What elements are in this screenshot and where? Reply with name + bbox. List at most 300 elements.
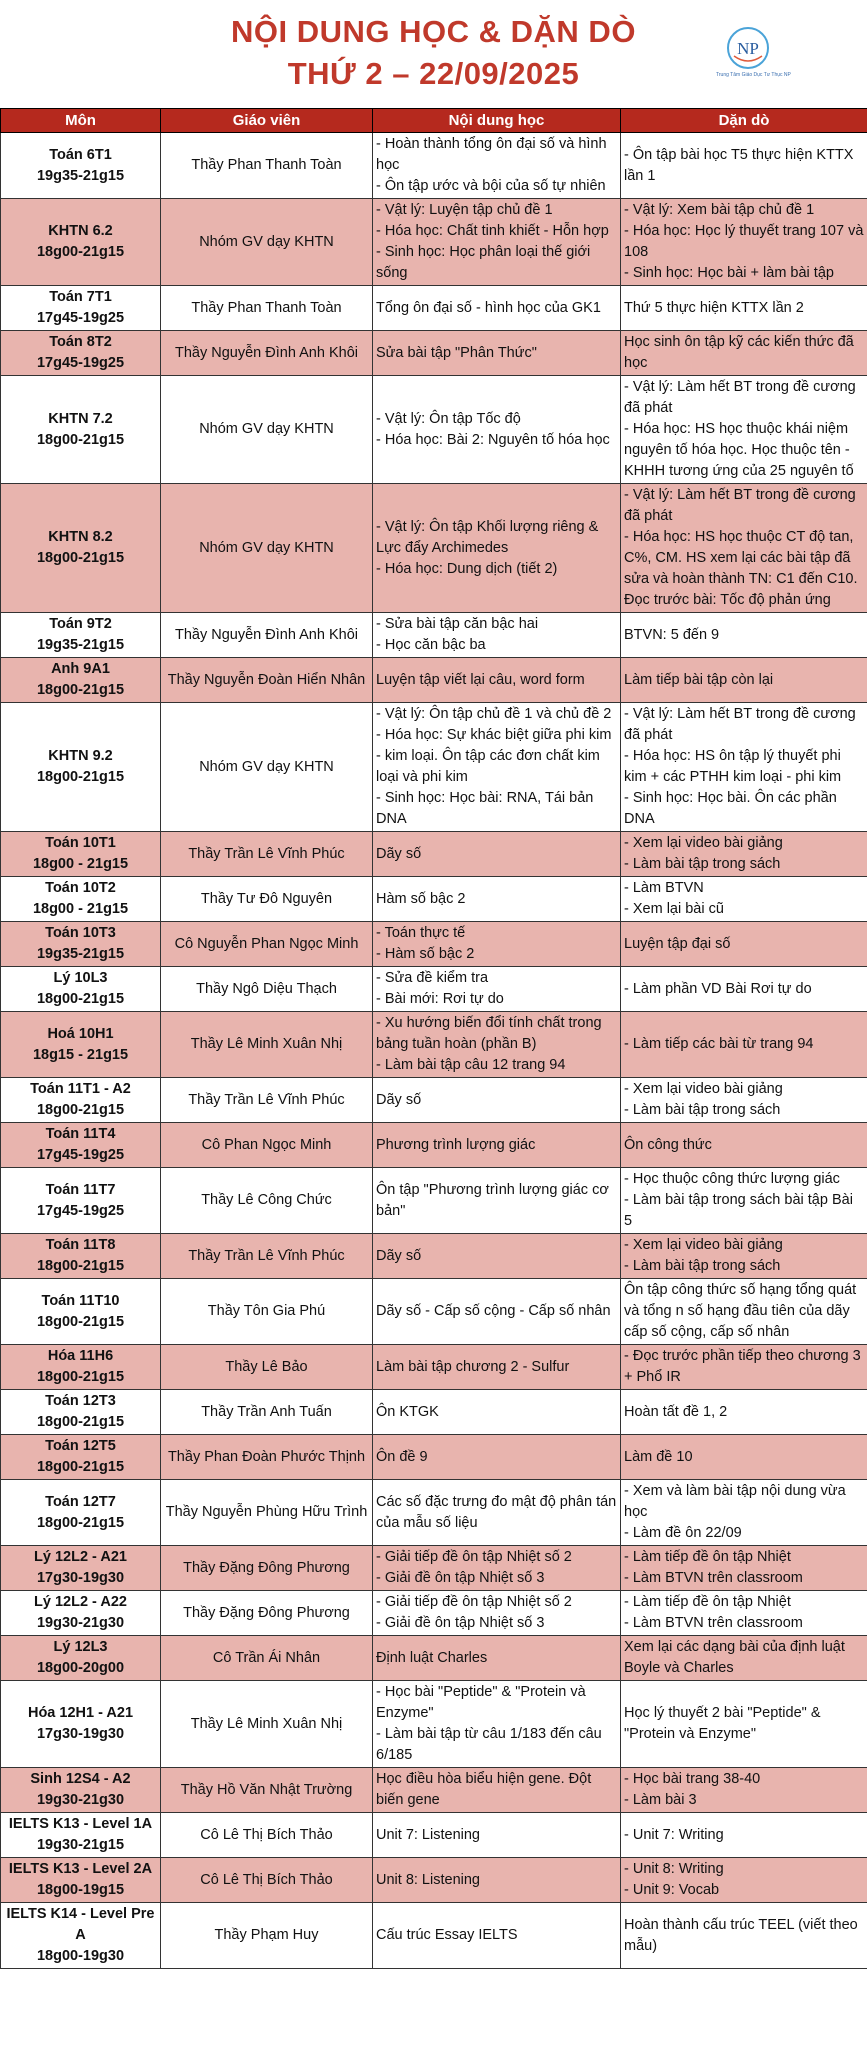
table-row [1, 1012, 867, 1078]
subject-cell-line: Toán 12T3 [45, 1393, 116, 1409]
homework-cell-line: Hoàn thành cấu trúc TEEL (viết theo mẫu) [624, 1916, 858, 1954]
content-cell-line: Định luật Charles [376, 1649, 488, 1666]
subject-cell-line: Toán 11T7 [45, 1181, 116, 1198]
subject-cell-line: 18g15 - 21g15 [32, 1046, 129, 1063]
content-cell [373, 1435, 621, 1480]
homework-cell [621, 1903, 867, 1969]
content-cell-line: - Hóa học: Bài 2: Nguyên tố hóa học [376, 431, 610, 448]
subject-cell-line: IELTS K13 - Level 2A [8, 1861, 153, 1877]
table-body [1, 133, 867, 1969]
homework-cell-line: Ôn công thức [624, 1136, 712, 1153]
homework-cell-line: - Học bài trang 38-40 [624, 1771, 761, 1787]
homework-cell-line: Hoàn tất đề 1, 2 [624, 1403, 728, 1420]
table-row [1, 484, 867, 613]
content-cell-line: Phương trình lượng giác [376, 1136, 536, 1153]
homework-cell [621, 703, 867, 832]
subject-cell [1, 199, 161, 286]
content-cell [373, 1681, 621, 1768]
content-cell-line: - Hóa học: Chất tinh khiết - Hỗn hợp [376, 223, 609, 239]
homework-cell-line: Luyện tập đại số [624, 935, 731, 952]
content-cell [373, 1012, 621, 1078]
content-cell-line: Unit 8: Listening [376, 1871, 480, 1888]
subject-cell-line: KHTN 6.2 [48, 223, 113, 239]
table-row [1, 286, 867, 331]
content-cell [373, 1768, 621, 1813]
homework-cell [621, 199, 867, 286]
teacher-cell: Thầy Phạm Huy [161, 1903, 373, 1969]
content-cell [373, 1480, 621, 1546]
teacher-cell: Thầy Nguyễn Đình Anh Khôi [161, 613, 373, 658]
homework-cell-line: - Làm BTVN [624, 880, 704, 896]
homework-cell-line: - Unit 9: Vocab [624, 1882, 720, 1898]
homework-cell-line: - Vật lý: Làm hết BT trong đề cương đã phát [624, 706, 856, 743]
table-row [1, 1903, 867, 1969]
homework-cell [621, 1390, 867, 1435]
content-cell-line: - Học căn bậc ba [376, 637, 486, 653]
subject-cell [1, 1591, 161, 1636]
content-cell [373, 1123, 621, 1168]
homework-cell-line: - Sinh học: Học bài. Ôn các phần DNA [624, 790, 837, 827]
table-row [1, 199, 867, 286]
homework-cell [621, 1012, 867, 1078]
content-cell [373, 1858, 621, 1903]
content-cell-line: - Học bài "Peptide" & "Protein và Enzyme" [376, 1684, 586, 1721]
column-header-mon: Môn [1, 109, 161, 133]
content-cell [373, 703, 621, 832]
subject-cell-line: 18g00 - 21g15 [32, 856, 129, 872]
teacher-cell: Cô Phan Ngọc Minh [161, 1123, 373, 1168]
homework-cell-line: - Làm tiếp đề ôn tập Nhiệt [624, 1594, 791, 1610]
subject-cell-line: 18g00-19g30 [36, 1948, 125, 1964]
subject-cell-line: Hóa 12H1 - A21 [27, 1705, 134, 1721]
homework-cell [621, 286, 867, 331]
subject-cell [1, 1768, 161, 1813]
table-row [1, 1390, 867, 1435]
subject-cell-line: Sinh 12S4 - A2 [30, 1771, 131, 1787]
subject-cell [1, 922, 161, 967]
subject-cell-line: 19g35-21g15 [36, 637, 125, 653]
content-cell [373, 832, 621, 877]
homework-cell-line: - Xem lại bài cũ [624, 901, 724, 917]
table-row [1, 1345, 867, 1390]
subject-cell-line: 18g00-21g15 [36, 1102, 125, 1118]
teacher-cell: Nhóm GV dạy KHTN [161, 703, 373, 832]
teacher-cell: Thầy Lê Minh Xuân Nhị [161, 1012, 373, 1078]
content-cell-line: - Làm bài tập câu 12 trang 94 [376, 1057, 566, 1073]
homework-cell-line: Thứ 5 thực hiện KTTX lần 2 [624, 299, 804, 316]
homework-cell [621, 1636, 867, 1681]
teacher-cell: Thầy Nguyễn Phùng Hữu Trình [161, 1480, 373, 1546]
subject-cell-line: Anh 9A1 [51, 661, 110, 677]
table-row [1, 1234, 867, 1279]
homework-cell-line: - Hóa học: Học lý thuyết trang 107 và 108 [624, 223, 864, 260]
content-cell-line: - Toán thực tế [376, 925, 466, 941]
subject-cell-line: Lý 12L3 [53, 1639, 108, 1655]
table-row [1, 1591, 867, 1636]
content-cell-line: Unit 7: Listening [376, 1826, 480, 1843]
subject-cell-line: Lý 12L2 - A22 [34, 1594, 127, 1610]
table-header-row [1, 109, 867, 133]
content-cell-line: - Bài mới: Rơi tự do [376, 991, 504, 1007]
teacher-cell: Thầy Phan Đoàn Phước Thịnh [161, 1435, 373, 1480]
homework-cell-line: - Xem lại video bài giảng [624, 835, 783, 851]
content-cell-line: - Làm bài tập từ câu 1/183 đến câu 6/185 [376, 1726, 602, 1763]
subject-cell [1, 1390, 161, 1435]
table-row [1, 967, 867, 1012]
homework-cell-line: - Làm BTVN trên classroom [624, 1615, 803, 1631]
subject-cell-line: 17g45-19g25 [36, 1147, 125, 1163]
subject-cell [1, 832, 161, 877]
table-row [1, 331, 867, 376]
logo-tagline: Trung Tâm Giáo Dục Tư Thục NP [716, 72, 791, 78]
subject-cell-line: 17g30-19g30 [36, 1726, 125, 1742]
teacher-cell: Cô Lê Thị Bích Thảo [161, 1813, 373, 1858]
subject-cell [1, 286, 161, 331]
homework-cell [621, 613, 867, 658]
content-cell [373, 1636, 621, 1681]
subject-cell-line: Toán 11T8 [45, 1237, 116, 1253]
content-cell-line: - Hóa học: Sự khác biệt giữa phi kim - kim loại. Ôn tập các đơn chất kim loại và phi kim [376, 727, 612, 785]
subject-cell-line: Toán 10T3 [45, 925, 116, 941]
subject-cell-line: 17g30-19g30 [36, 1570, 125, 1586]
subject-cell-line: 18g00-21g15 [36, 1258, 125, 1274]
content-cell [373, 1903, 621, 1969]
teacher-cell: Thầy Tôn Gia Phú [161, 1279, 373, 1345]
table-row [1, 1768, 867, 1813]
subject-cell-line: 18g00-21g15 [36, 991, 125, 1007]
teacher-cell: Thầy Trần Lê Vĩnh Phúc [161, 1078, 373, 1123]
table-row [1, 1168, 867, 1234]
content-cell [373, 922, 621, 967]
table-row [1, 703, 867, 832]
subject-cell-line: 18g00 - 21g15 [32, 901, 129, 917]
table-row [1, 1435, 867, 1480]
subject-cell [1, 703, 161, 832]
teacher-cell: Nhóm GV dạy KHTN [161, 199, 373, 286]
content-cell-line: - Hoàn thành tổng ôn đại số và hình học [376, 136, 607, 173]
subject-cell-line: 18g00-20g00 [36, 1660, 125, 1676]
content-cell [373, 133, 621, 199]
homework-cell-line: - Hóa học: HS ôn tập lý thuyết phi kim + các PTHH kim loại - phi kim [624, 748, 842, 785]
subject-cell-line: KHTN 9.2 [48, 748, 113, 764]
content-cell-line: Ôn tập "Phương trình lượng giác cơ bản" [376, 1181, 609, 1219]
subject-cell-line: 18g00-21g15 [36, 1369, 125, 1385]
homework-cell [621, 133, 867, 199]
content-cell-line: - Hàm số bậc 2 [376, 946, 475, 962]
table-row [1, 376, 867, 484]
subject-cell [1, 376, 161, 484]
content-cell [373, 967, 621, 1012]
content-cell [373, 1591, 621, 1636]
content-cell [373, 1168, 621, 1234]
column-header-dan-do: Dặn dò [621, 109, 867, 133]
homework-cell-line: - Vật lý: Xem bài tập chủ đề 1 [624, 202, 815, 218]
table-row [1, 1858, 867, 1903]
subject-cell [1, 1345, 161, 1390]
content-cell-line: Cấu trúc Essay IELTS [376, 1927, 518, 1943]
subject-cell-line: 18g00-21g15 [36, 1313, 125, 1330]
content-cell [373, 199, 621, 286]
subject-cell-line: Toán 12T7 [45, 1493, 116, 1510]
subject-cell-line: Toán 10T2 [45, 880, 116, 896]
subject-cell-line: 18g00-21g15 [36, 682, 125, 698]
content-cell-line: Học điều hòa biểu hiện gene. Đột biến gene [376, 1771, 592, 1808]
homework-cell [621, 832, 867, 877]
subject-cell-line: 19g30-21g30 [36, 1792, 125, 1808]
homework-cell-line: Làm tiếp bài tập còn lại [624, 671, 774, 688]
table-row [1, 613, 867, 658]
subject-cell-line: KHTN 8.2 [48, 529, 113, 545]
subject-cell [1, 1546, 161, 1591]
subject-cell-line: 18g00-21g15 [36, 550, 125, 566]
homework-cell [621, 877, 867, 922]
teacher-cell: Nhóm GV dạy KHTN [161, 484, 373, 613]
content-cell [373, 1345, 621, 1390]
content-cell-line: - Giải tiếp đề ôn tập Nhiệt số 2 [376, 1594, 572, 1610]
table-row [1, 1078, 867, 1123]
subject-cell-line: 19g30-21g30 [36, 1615, 125, 1631]
subject-cell-line: Hoá 10H1 [47, 1025, 114, 1042]
subject-cell-line: 18g00-21g15 [36, 431, 125, 448]
content-cell-line: - Sinh học: Học phân loại thế giới sống [376, 244, 591, 281]
subject-cell [1, 1435, 161, 1480]
subject-cell [1, 1681, 161, 1768]
homework-cell-line: - Unit 7: Writing [624, 1826, 724, 1843]
homework-cell-line: - Làm BTVN trên classroom [624, 1570, 803, 1586]
homework-cell [621, 484, 867, 613]
teacher-cell: Cô Nguyễn Phan Ngọc Minh [161, 922, 373, 967]
homework-cell [621, 1546, 867, 1591]
subject-cell-line: 18g00-21g15 [36, 1514, 125, 1531]
content-cell-line: - Vật lý: Ôn tập Tốc độ [376, 410, 521, 427]
content-cell [373, 1279, 621, 1345]
content-cell-line: - Xu hướng biến đổi tính chất trong bảng tuần hoàn (phần B) [376, 1015, 602, 1052]
subject-cell-line: 17g45-19g25 [36, 1202, 125, 1219]
content-cell-line: Dãy số [376, 1247, 422, 1264]
subject-cell-line: Toán 12T5 [45, 1438, 116, 1454]
content-cell-line: - Giải tiếp đề ôn tập Nhiệt số 2 [376, 1549, 572, 1565]
homework-cell [621, 376, 867, 484]
homework-cell-line: - Học thuộc công thức lượng giác [624, 1171, 840, 1187]
subject-cell [1, 1903, 161, 1969]
homework-cell-line: - Xem lại video bài giảng [624, 1081, 783, 1097]
subject-cell-line: Toán 8T2 [49, 334, 112, 350]
content-cell-line: - Vật lý: Ôn tập Khối lượng riêng & Lực đẩy Archimedes [376, 518, 599, 556]
homework-cell-line: - Hóa học: HS học thuộc khái niệm nguyên tố hóa học. Học thuộc tên - KHHH tương ứng của 25 nguyên tố [624, 421, 854, 479]
subject-cell-line: Toán 11T10 [41, 1292, 120, 1309]
column-header-giao-vien: Giáo viên [161, 109, 373, 133]
content-cell-line: - Sửa đề kiểm tra [376, 970, 489, 986]
np-logo-icon [726, 26, 770, 70]
table-row [1, 1279, 867, 1345]
teacher-cell: Thầy Ngô Diệu Thạch [161, 967, 373, 1012]
content-cell-line: Dãy số - Cấp số cộng - Cấp số nhân [376, 1303, 611, 1319]
homework-cell-line: - Đọc trước phần tiếp theo chương 3 + Phổ IR [624, 1348, 861, 1385]
homework-cell-line: BTVN: 5 đến 9 [624, 626, 720, 643]
homework-cell-line: - Ôn tập bài học T5 thực hiện KTTX lần 1 [624, 146, 854, 184]
teacher-cell: Thầy Đặng Đông Phương [161, 1591, 373, 1636]
table-row [1, 1480, 867, 1546]
homework-cell-line: - Vật lý: Làm hết BT trong đề cương đã phát [624, 487, 856, 524]
table-row [1, 1123, 867, 1168]
homework-cell [621, 1345, 867, 1390]
homework-cell [621, 1168, 867, 1234]
subject-cell [1, 1234, 161, 1279]
subject-cell [1, 658, 161, 703]
content-cell [373, 1234, 621, 1279]
subject-cell-line: Toán 6T1 [49, 146, 112, 163]
page-title: NỘI DUNG HỌC & DẶN DÒ [231, 14, 636, 49]
table-row [1, 1813, 867, 1858]
teacher-cell: Thầy Phan Thanh Toàn [161, 286, 373, 331]
subject-cell-line: Lý 10L3 [53, 970, 108, 986]
subject-cell-line: 17g45-19g25 [36, 355, 125, 371]
subject-cell-line: Hóa 11H6 [47, 1348, 114, 1364]
table-row [1, 658, 867, 703]
teacher-cell: Thầy Lê Minh Xuân Nhị [161, 1681, 373, 1768]
homework-cell [621, 1480, 867, 1546]
subject-cell [1, 1858, 161, 1903]
column-header-noi-dung: Nội dung học [373, 109, 621, 133]
homework-cell-line: - Làm bài tập trong sách bài tập Bài 5 [624, 1192, 853, 1229]
homework-cell-line: Ôn tập công thức số hạng tổng quát và tổng n số hạng đầu tiên của dãy cấp số cộng, cấp số nhân [624, 1282, 857, 1340]
table-row [1, 922, 867, 967]
subject-cell [1, 133, 161, 199]
subject-cell-line: 18g00-19g15 [36, 1882, 125, 1898]
teacher-cell: Thầy Lê Công Chức [161, 1168, 373, 1234]
content-cell-line: - Sinh học: Học bài: RNA, Tái bản DNA [376, 790, 594, 827]
content-cell [373, 484, 621, 613]
content-cell [373, 1390, 621, 1435]
content-cell-line: Hàm số bậc 2 [376, 890, 466, 907]
homework-cell-line: - Làm bài 3 [624, 1792, 697, 1808]
content-cell-line: Luyện tập viết lại câu, word form [376, 671, 585, 688]
teacher-cell: Thầy Lê Bảo [161, 1345, 373, 1390]
subject-cell-line: Toán 11T1 - A2 [30, 1081, 131, 1097]
subject-cell-line: 19g35-21g15 [36, 946, 125, 962]
content-cell-line: Dãy số [376, 1091, 422, 1108]
content-cell-line: Ôn KTGK [376, 1403, 439, 1420]
subject-cell-line: 19g35-21g15 [36, 167, 125, 184]
homework-cell-line: Xem lại các dạng bài của định luật Boyle và Charles [624, 1639, 845, 1676]
subject-cell-line: Toán 7T1 [49, 289, 112, 305]
subject-cell [1, 484, 161, 613]
content-cell-line: Ôn đề 9 [376, 1448, 428, 1465]
homework-cell [621, 1279, 867, 1345]
subject-cell [1, 1279, 161, 1345]
content-cell-line: Các số đặc trưng đo mật độ phân tán của mẫu số liệu [376, 1493, 617, 1531]
subject-cell [1, 1123, 161, 1168]
content-cell [373, 1546, 621, 1591]
teacher-cell: Thầy Nguyễn Đình Anh Khôi [161, 331, 373, 376]
homework-cell-line: - Vật lý: Làm hết BT trong đề cương đã phát [624, 379, 856, 416]
homework-cell [621, 1123, 867, 1168]
subject-cell-line: 17g45-19g25 [36, 310, 125, 326]
subject-cell [1, 1012, 161, 1078]
subject-cell-line: Toán 11T4 [45, 1126, 116, 1142]
teacher-cell: Nhóm GV dạy KHTN [161, 376, 373, 484]
homework-cell-line: - Làm tiếp các bài từ trang 94 [624, 1036, 814, 1052]
subject-cell [1, 967, 161, 1012]
homework-cell [621, 331, 867, 376]
subject-cell-line: IELTS K13 - Level 1A [8, 1816, 153, 1832]
homework-cell-line: - Làm phần VD Bài Rơi tự do [624, 980, 812, 997]
teacher-cell: Thầy Phan Thanh Toàn [161, 133, 373, 199]
homework-cell-line: - Xem lại video bài giảng [624, 1237, 783, 1253]
subject-cell-line: Lý 12L2 - A21 [34, 1549, 127, 1565]
subject-cell [1, 1480, 161, 1546]
homework-cell-line: - Làm bài tập trong sách [624, 856, 781, 872]
subject-cell-line: 18g00-21g15 [36, 1414, 125, 1430]
homework-cell [621, 1813, 867, 1858]
homework-cell [621, 658, 867, 703]
table-row [1, 832, 867, 877]
subject-cell-line: 18g00-21g15 [36, 769, 125, 785]
subject-cell-line: 18g00-21g15 [36, 1459, 125, 1475]
homework-cell-line: - Sinh học: Học bài + làm bài tập [624, 265, 834, 281]
homework-cell [621, 1858, 867, 1903]
homework-cell-line: - Làm bài tập trong sách [624, 1102, 781, 1118]
subject-cell-line: 18g00-21g15 [36, 244, 125, 260]
homework-cell [621, 1681, 867, 1768]
subject-cell-line: Toán 9T2 [49, 616, 112, 632]
content-cell-line: - Vật lý: Luyện tập chủ đề 1 [376, 202, 553, 218]
subject-cell [1, 1168, 161, 1234]
homework-cell [621, 1768, 867, 1813]
teacher-cell: Thầy Nguyễn Đoàn Hiển Nhân [161, 658, 373, 703]
subject-cell [1, 877, 161, 922]
homework-cell-line: - Làm bài tập trong sách [624, 1258, 781, 1274]
homework-cell [621, 1234, 867, 1279]
content-cell [373, 877, 621, 922]
teacher-cell: Cô Lê Thị Bích Thảo [161, 1858, 373, 1903]
homework-cell [621, 967, 867, 1012]
table-row [1, 1636, 867, 1681]
page-header [0, 0, 867, 108]
subject-cell-line: IELTS K14 - Level Pre A [6, 1906, 155, 1943]
subject-cell [1, 1813, 161, 1858]
homework-cell-line: - Unit 8: Writing [624, 1861, 724, 1877]
subject-cell-line: Toán 10T1 [45, 835, 116, 851]
content-cell-line: - Ôn tập ước và bội của số tự nhiên [376, 178, 606, 194]
schedule-table [0, 108, 867, 1969]
content-cell-line: - Hóa học: Dung dịch (tiết 2) [376, 560, 558, 577]
table-row [1, 877, 867, 922]
content-cell-line: - Giải đề ôn tập Nhiệt số 3 [376, 1615, 545, 1631]
teacher-cell: Thầy Trần Lê Vĩnh Phúc [161, 1234, 373, 1279]
subject-cell [1, 613, 161, 658]
content-cell [373, 1813, 621, 1858]
homework-cell [621, 1591, 867, 1636]
content-cell-line: Tổng ôn đại số - hình học của GK1 [376, 299, 601, 316]
logo-initials: NP [737, 39, 759, 58]
content-cell [373, 613, 621, 658]
content-cell-line: - Sửa bài tập căn bậc hai [376, 616, 539, 632]
table-row [1, 133, 867, 199]
teacher-cell: Thầy Tư Đô Nguyên [161, 877, 373, 922]
homework-cell [621, 1435, 867, 1480]
content-cell [373, 658, 621, 703]
page-date: THỨ 2 – 22/09/2025 [287, 56, 580, 91]
content-cell-line: Sửa bài tập "Phân Thức" [376, 344, 537, 361]
teacher-cell: Cô Trần Ái Nhân [161, 1636, 373, 1681]
homework-cell-line: Học lý thuyết 2 bài "Peptide" & "Protein và Enzyme" [624, 1705, 821, 1742]
content-cell [373, 286, 621, 331]
subject-cell-line: 19g30-21g15 [36, 1837, 125, 1853]
homework-cell-line: - Làm tiếp đề ôn tập Nhiệt [624, 1549, 791, 1565]
subject-cell-line: KHTN 7.2 [48, 410, 113, 427]
subject-cell [1, 1636, 161, 1681]
